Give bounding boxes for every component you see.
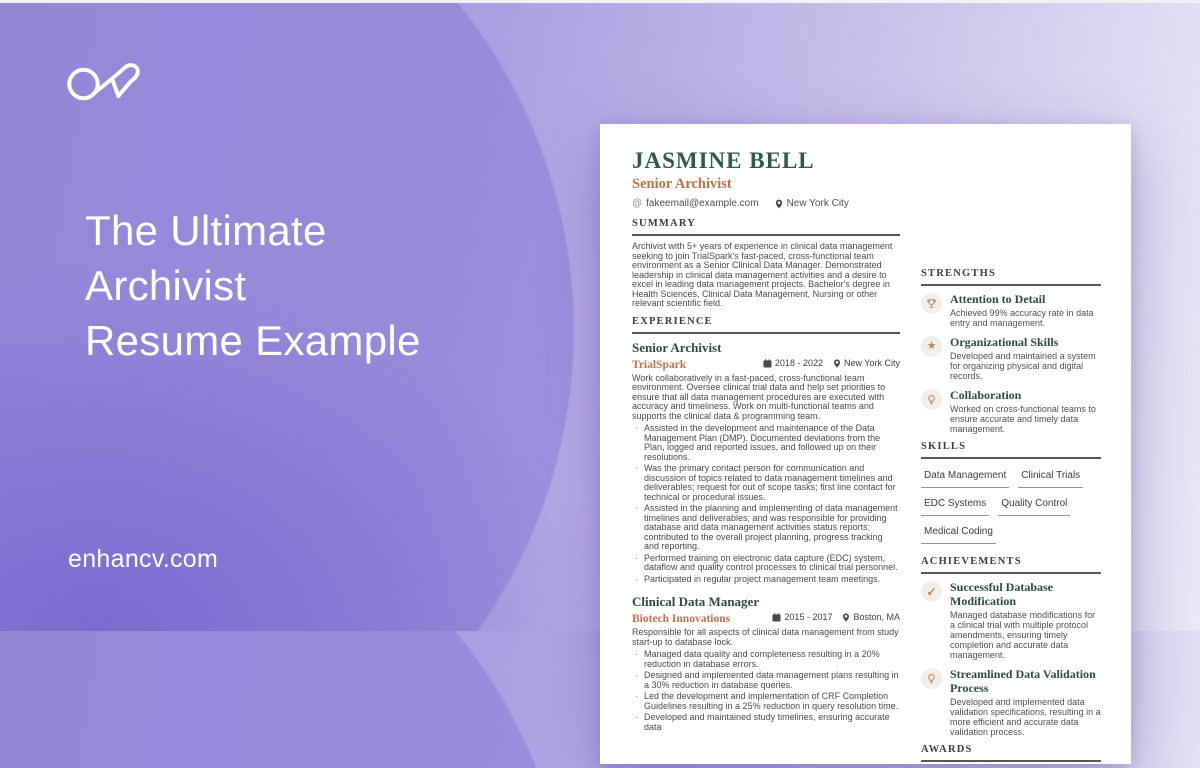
location-pin-icon bbox=[775, 199, 783, 209]
skill-tag: Clinical Trials bbox=[1018, 470, 1083, 488]
skill-tag-list bbox=[921, 465, 1101, 549]
strength-item bbox=[921, 388, 1101, 434]
experience-bullet: · Assisted in the planning and implementing of data management timelines and deliverables; and was responsible for providing database and data management activities status reports; contributed to the overall project planning, progress tracking and reporting. bbox=[632, 504, 900, 552]
experience-location: Boston, MA bbox=[842, 611, 900, 624]
strength-item bbox=[921, 335, 1101, 381]
strength-title: Attention to Detail bbox=[950, 292, 1046, 306]
experience-bullet: · Managed data quality and completeness resulting in a 20% reduction in database errors. bbox=[632, 650, 900, 669]
experience-title: Senior Archivist bbox=[632, 339, 722, 355]
check-icon: ✓ bbox=[921, 581, 942, 602]
site-link[interactable]: enhancv.com bbox=[68, 545, 219, 573]
contact-email-text: fakeemail@example.com bbox=[646, 198, 759, 209]
experience-bullet-list bbox=[632, 424, 900, 584]
achievement-title: Successful Database Modification bbox=[950, 580, 1054, 608]
experience-section bbox=[632, 316, 900, 733]
calendar-icon bbox=[763, 359, 772, 368]
experience-company: Biotech Innovations bbox=[632, 613, 731, 625]
achievement-title: Streamlined Data Validation Process bbox=[950, 667, 1096, 695]
experience-bullet: · Designed and implemented data management plans resulting in a 30% reduction in database queries. bbox=[632, 671, 900, 690]
strengths-heading: STRENGTHS bbox=[921, 268, 1101, 286]
page-title-line: Resume Example bbox=[85, 317, 421, 365]
experience-entry bbox=[632, 594, 900, 732]
skill-tag: EDC Systems bbox=[921, 498, 989, 516]
experience-bullet: · Developed and maintained study timelines, ensuring accurate data bbox=[632, 713, 900, 732]
experience-company: TrialSpark bbox=[632, 358, 687, 371]
page-title bbox=[85, 203, 421, 368]
experience-bullet: · Assisted in the development and maintenance of the Data Management Plan (DMP). Documented deviations from the Plan, logged and reported issues, and followed up on their resolutions. bbox=[632, 424, 900, 462]
achievements-section bbox=[921, 556, 1101, 737]
at-icon: @ bbox=[632, 198, 643, 209]
strength-title: Organizational Skills bbox=[950, 335, 1059, 349]
contact-location-text: New York City bbox=[786, 198, 849, 209]
awards-section bbox=[921, 744, 1101, 762]
calendar-icon bbox=[772, 613, 781, 622]
experience-heading: EXPERIENCE bbox=[632, 316, 900, 334]
achievement-item bbox=[921, 667, 1101, 737]
top-edge-strip bbox=[0, 0, 1200, 3]
contact-email bbox=[632, 197, 759, 211]
experience-bullet-list bbox=[632, 650, 900, 732]
experience-location: New York City bbox=[833, 357, 900, 370]
experience-description: Responsible for all aspects of clinical data management from study start-up to database lock. bbox=[632, 627, 899, 647]
lightbulb-icon bbox=[921, 668, 942, 689]
star-icon: ★ bbox=[921, 336, 942, 357]
skill-tag: Medical Coding bbox=[921, 526, 996, 544]
summary-section bbox=[632, 218, 900, 309]
achievement-text: Managed database modifications for a clinical trial with multiple protocol amendments, ensuring timely completion and accurate data management. bbox=[950, 610, 1096, 660]
experience-description: Work collaboratively in a fast-paced, cross-functional team environment. Oversee clinical trial data and help set priorities to ensure that all data management procedures are executed with accuracy and timeliness. Work on multi-functional teams and supports the clinical data & programming team. bbox=[632, 372, 886, 421]
page-title-line: The Ultimate bbox=[85, 207, 327, 254]
contact-row bbox=[632, 197, 1101, 211]
skill-tag: Quality Control bbox=[998, 498, 1070, 516]
enhancv-logo-icon[interactable] bbox=[62, 52, 148, 104]
skills-section bbox=[921, 441, 1101, 549]
summary-text: Archivist with 5+ years of experience in clinical data management seeking to join TrialSpark's fast-paced, cross-functional team environment as a Senior Clinical Data Manager. Demonstrated leadership in clinical data management activities and a desire to excel in leading data management projects. Bachelor's degree in Health Sciences, Clinical Data Management, Nursing or other relevant scientific field. bbox=[632, 241, 893, 308]
lightbulb-icon bbox=[921, 389, 942, 410]
strength-text: Achieved 99% accuracy rate in data entry and management. bbox=[950, 308, 1094, 328]
trophy-icon bbox=[921, 293, 942, 314]
resume-role: Senior Archivist bbox=[632, 176, 732, 192]
contact-location bbox=[775, 197, 849, 211]
resume-preview-card bbox=[600, 124, 1131, 764]
experience-dates: 2018 - 2022 bbox=[763, 357, 823, 370]
skills-heading: SKILLS bbox=[921, 441, 1101, 459]
experience-entry bbox=[632, 340, 900, 585]
summary-heading: SUMMARY bbox=[632, 218, 900, 236]
strength-item bbox=[921, 292, 1101, 328]
achievements-heading: ACHIEVEMENTS bbox=[921, 556, 1101, 574]
experience-bullet: · Was the primary contact person for communication and discussion of topics related to data management timelines and deliverables; request for out of scope tasks; first line contact for technical or procedural issues. bbox=[632, 464, 900, 502]
experience-bullet: · Led the development and implementation of CRF Completion Guidelines resulting in a 25% reduction in query resolution time. bbox=[632, 692, 900, 711]
experience-bullet: · Performed training on electronic data capture (EDC) system, dataflow and quality control processes to clinical trial personnel. bbox=[632, 554, 900, 573]
achievement-item bbox=[921, 580, 1101, 660]
page-title-line: Archivist bbox=[85, 262, 247, 310]
skill-tag: Data Management bbox=[921, 470, 1009, 488]
strength-text: Worked on cross-functional teams to ensure accurate and timely data management. bbox=[950, 404, 1096, 434]
experience-title: Clinical Data Manager bbox=[632, 594, 760, 609]
location-pin-icon bbox=[833, 359, 841, 368]
experience-dates: 2015 - 2017 bbox=[772, 611, 832, 624]
experience-bullet: · Participated in regular project management team meetings. bbox=[632, 575, 900, 585]
strengths-section bbox=[921, 268, 1101, 434]
strength-title: Collaboration bbox=[950, 388, 1022, 402]
resume-name: JASMINE BELL bbox=[632, 148, 815, 173]
strength-text: Developed and maintained a system for organizing physical and digital records. bbox=[950, 351, 1096, 381]
achievement-text: Developed and implemented data validation specifications, resulting in a more efficient and accurate data validation process. bbox=[950, 697, 1101, 737]
location-pin-icon bbox=[842, 613, 850, 622]
awards-heading: AWARDS bbox=[921, 744, 1101, 762]
